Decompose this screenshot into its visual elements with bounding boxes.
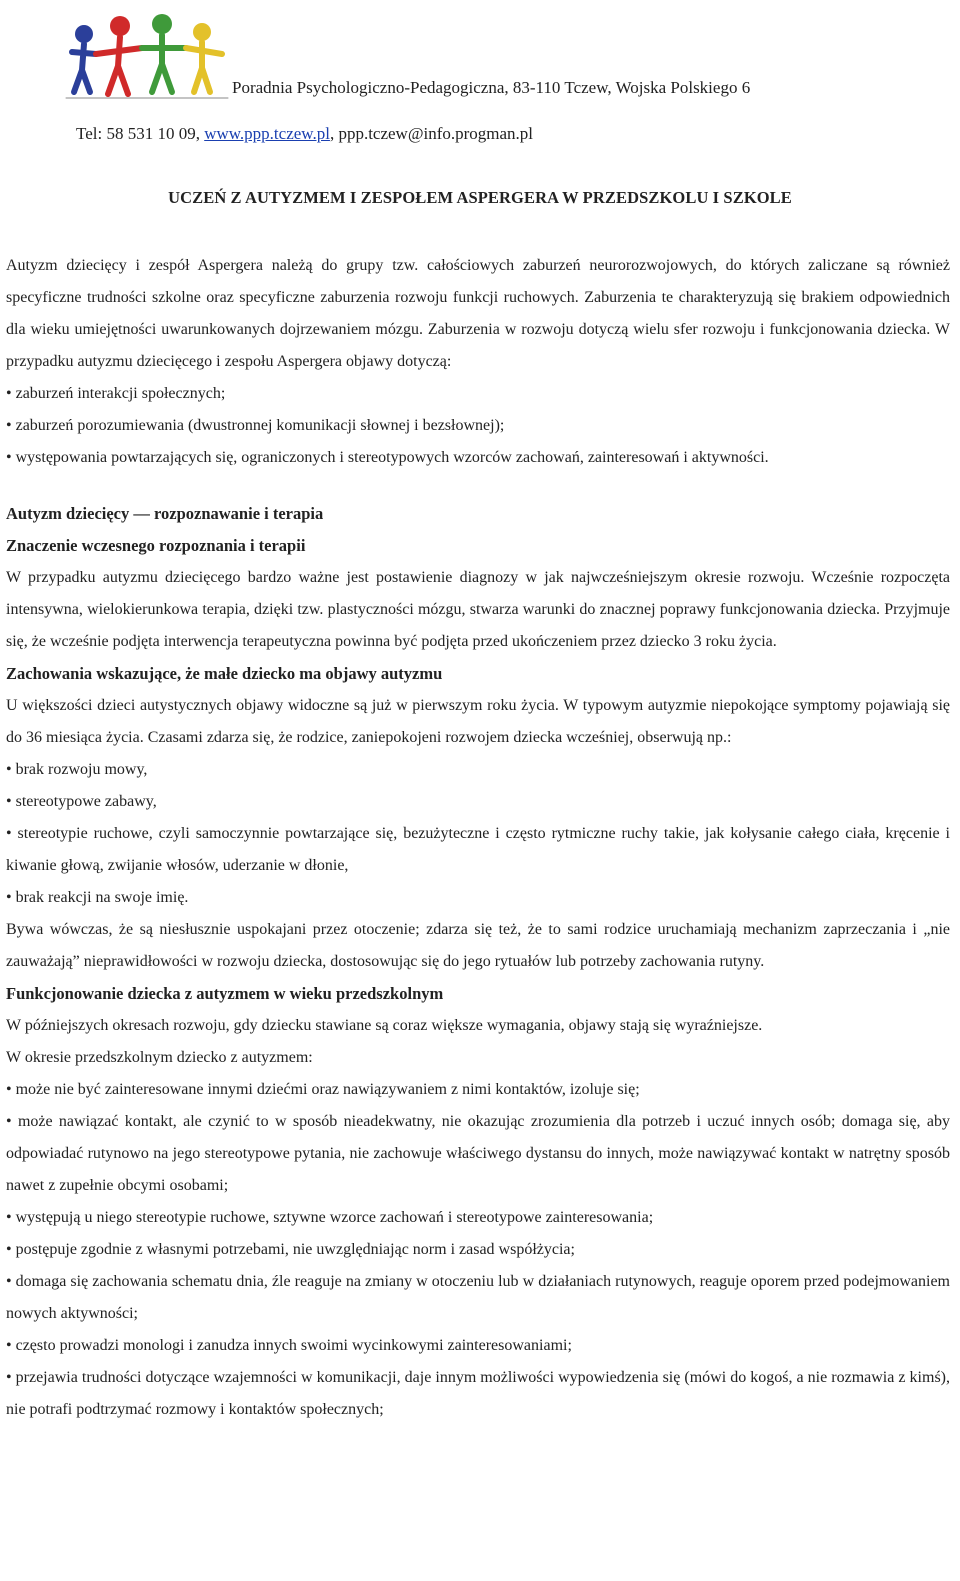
symptom-bullet: • stereotypowe zabawy, <box>6 793 157 810</box>
preschool-bullet: • może nie być zainteresowane innymi dziećmi oraz nawiązywaniem z nimi kontaktów, izoluje się; <box>6 1081 640 1098</box>
preschool-paragraph-2: W okresie przedszkolnym dziecko z autyzmem: <box>6 1049 313 1066</box>
preschool-bullet: • domaga się zachowania schematu dnia, źle reaguje na zmiany w otoczeniu lub w działaniach rutynowych, reaguje oporem przed podejmowaniem nowych aktywności; <box>6 1273 950 1322</box>
intro-bullet: • zaburzeń porozumiewania (dwustronnej komunikacji słownej i bezsłownej); <box>6 417 505 434</box>
subheading-symptoms: Zachowania wskazujące, że małe dziecko ma objawy autyzmu <box>6 664 443 683</box>
subheading-preschool: Funkcjonowanie dziecka z autyzmem w wieku przedszkolnym <box>6 984 444 1003</box>
separator: , <box>329 124 339 143</box>
document-body <box>6 250 950 1426</box>
phone-text: Tel: 58 531 10 09, <box>76 124 205 143</box>
institution-line: Poradnia Psychologiczno-Pedagogiczna, 83-110 Tczew, Wojska Polskiego 6 <box>232 78 751 97</box>
preschool-bullet: • występują u niego stereotypie ruchowe, sztywne wzorce zachowań i stereotypowe zainteresowania; <box>6 1209 654 1226</box>
symptom-bullet: • brak rozwoju mowy, <box>6 761 148 778</box>
children-holding-hands-logo <box>62 4 232 102</box>
symptom-bullet: • stereotypie ruchowe, czyli samoczynnie powtarzające się, bezużyteczne i często rytmiczne ruchy takie, jak kołysanie całego ciała, kręcenie i kiwanie głową, zwijanie włosów, uderzanie w dłonie, <box>6 825 950 874</box>
website-link[interactable]: www.ppp.tczew.pl <box>204 124 330 143</box>
preschool-bullet: • może nawiązać kontakt, ale czynić to w sposób nieadekwatny, nie okazując zrozumienia dla potrzeb i uczuć innych osób; domaga się, aby odpowiadać rutynowo na jego stereotypowe pytania, nie zachowuje właściwego dystansu do innych, może nawiązywać kontakt w natrętny sposób nawet z zupełnie obcymi osobami; <box>6 1113 950 1194</box>
contact-line <box>76 124 533 144</box>
preschool-paragraph-1: W późniejszych okresach rozwoju, gdy dziecku stawiane są coraz większe wymagania, objawy stają się wyraźniejsze. <box>6 1017 763 1034</box>
intro-bullet: • zaburzeń interakcji społecznych; <box>6 385 226 402</box>
early-diagnosis-paragraph: W przypadku autyzmu dziecięcego bardzo ważne jest postawienie diagnozy w jak najwcześniejszym okresie rozwoju. Wcześnie rozpoczęta intensywna, wielokierunkowa terapia, dzięki tzw. plastyczności mózgu, stwarza warunki do znacznej poprawy funkcjonowania dziecka. Przyjmuje się, że wcześnie podjęta interwencja terapeutyczna powinna być podjęta przed ukończeniem przez dziecko 3 roku życia. <box>6 569 950 650</box>
symptoms-paragraph: U większości dzieci autystycznych objawy widoczne są już w pierwszym roku życia. W typowym autyzmie niepokojące symptomy pojawiają się do 36 miesiąca życia. Czasami zdarza się, że rodzice, zaniepokojeni rozwojem dziecka wcześniej, obserwują np.: <box>6 697 950 746</box>
preschool-bullet: • przejawia trudności dotyczące wzajemności w komunikacji, daje innym możliwości wypowiedzenia się (mówi do kogoś, a nie rozmawia z kimś), nie potrafi podtrzymać rozmowy i kontaktów społecznych; <box>6 1369 950 1418</box>
symptoms-closing-paragraph: Bywa wówczas, że są niesłusznie uspokajani przez otoczenie; zdarza się też, że to sami rodzice uruchamiają mechanizm zaprzeczania i „nie zauważają” nieprawidłowości w rozwoju dziecka, dostosowując się do jego rytuałów lub potrzeby zachowania rutyny. <box>6 921 950 970</box>
symptom-bullet: • brak reakcji na swoje imię. <box>6 889 189 906</box>
preschool-bullet: • często prowadzi monologi i zanudza innych swoimi wycinkowymi zainteresowaniami; <box>6 1337 572 1354</box>
intro-bullet: • występowania powtarzających się, ograniczonych i stereotypowych wzorców zachowań, zainteresowań i aktywności. <box>6 449 769 466</box>
intro-paragraph: Autyzm dziecięcy i zespół Aspergera należą do grupy tzw. całościowych zaburzeń neurorozwojowych, do których zaliczane są również specyficzne trudności szkolne oraz specyficzne zaburzenia rozwoju funkcji ruchowych. Zaburzenia te charakteryzują się brakiem odpowiednich dla wieku umiejętności uwarunkowanych dojrzewaniem mózgu. Zaburzenia w rozwoju dotyczą wielu sfer rozwoju i funkcjonowania dziecka. W przypadku autyzmu dziecięcego i zespołu Aspergera objawy dotyczą: <box>6 257 950 370</box>
preschool-bullet: • postępuje zgodnie z własnymi potrzebami, nie uwzględniając norm i zasad współżycia; <box>6 1241 575 1258</box>
subheading-early-diagnosis: Znaczenie wczesnego rozpoznania i terapii <box>6 536 306 555</box>
section-heading: Autyzm dziecięcy — rozpoznawanie i terapia <box>6 504 324 523</box>
document-title: UCZEŃ Z AUTYZMEM I ZESPOŁEM ASPERGERA W PRZEDSZKOLU I SZKOLE <box>168 188 792 207</box>
email-text: ppp.tczew@info.progman.pl <box>338 124 534 143</box>
